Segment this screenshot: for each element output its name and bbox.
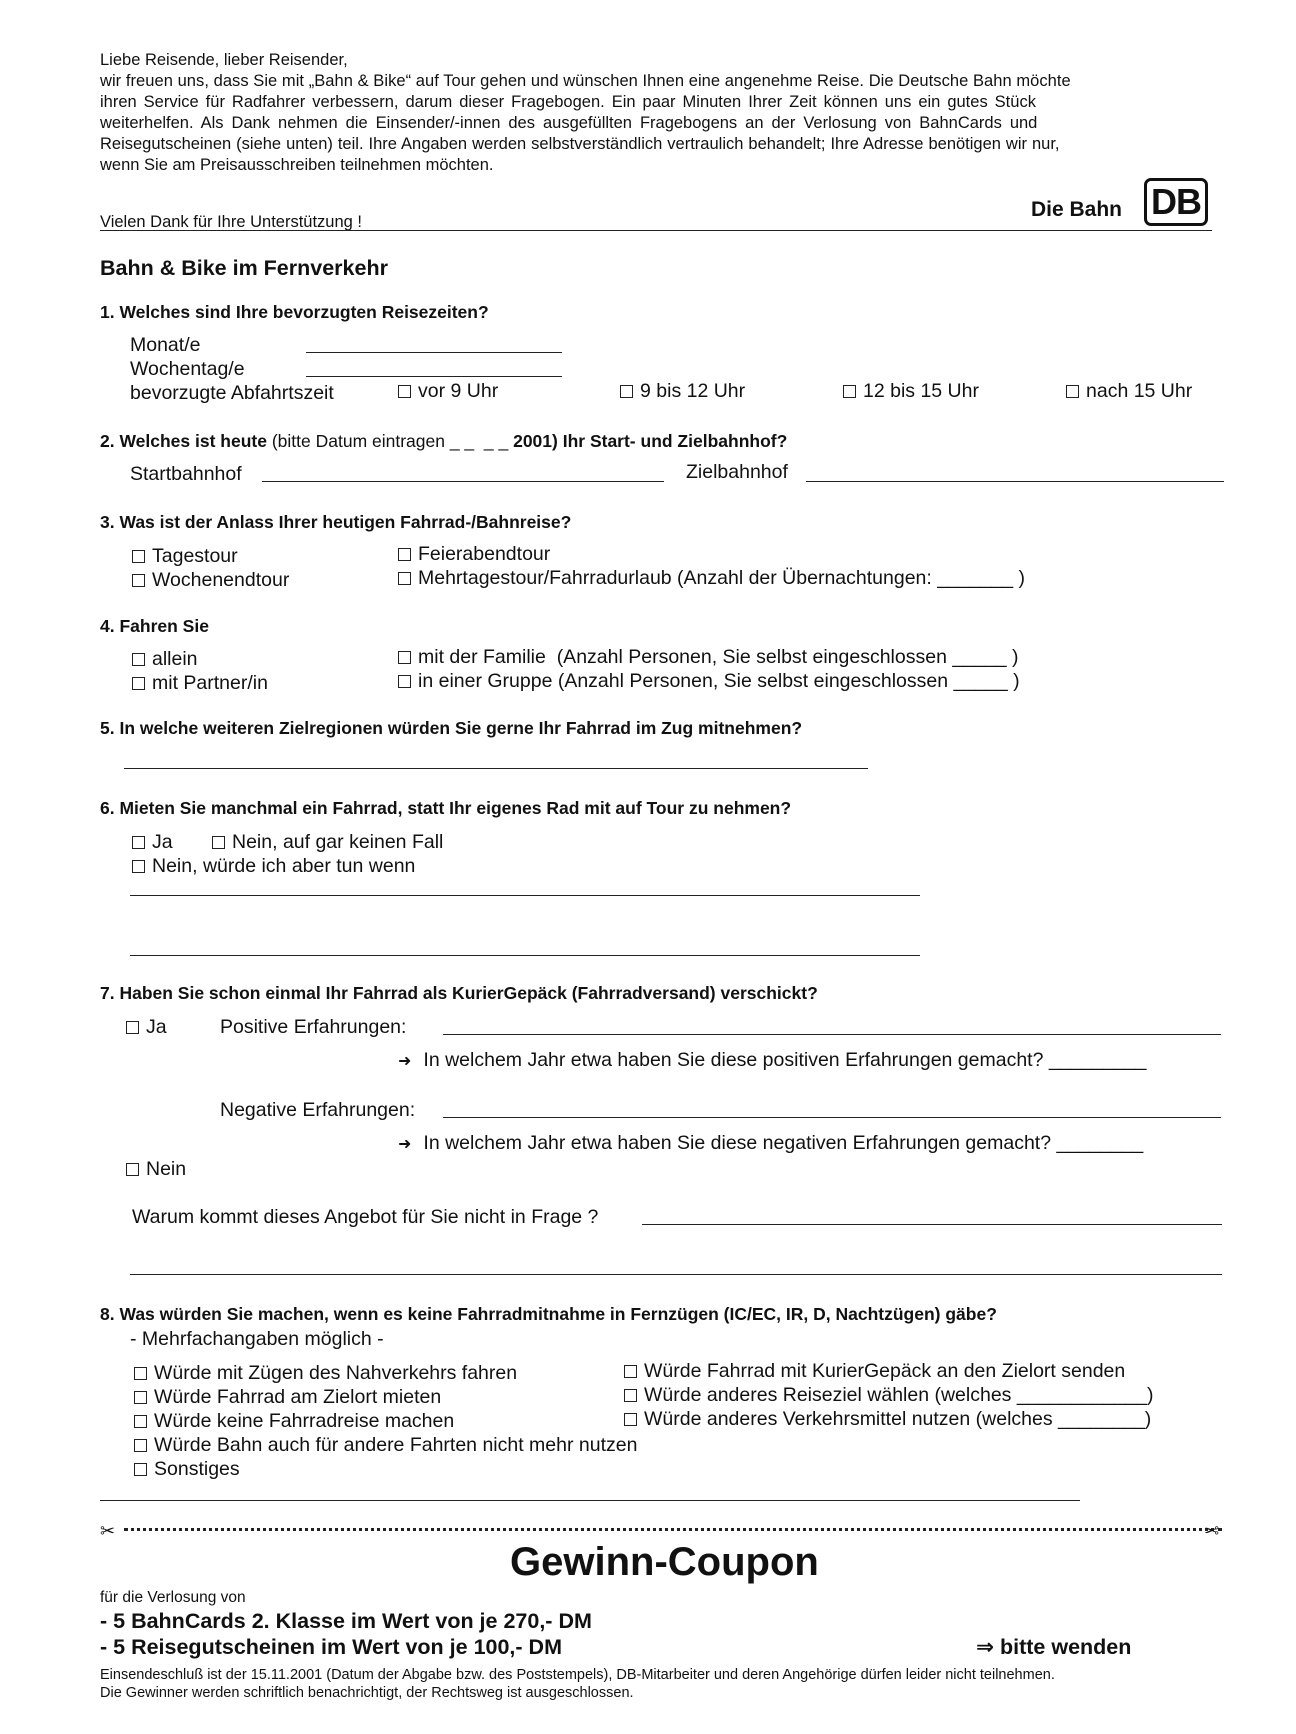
intro-line: wir freuen uns, dass Sie mit „Bahn & Bike“ auf Tour gehen und wünschen Ihnen eine angenehme Reise. Die Deutsche Bahn möchte — [100, 72, 1071, 90]
coupon-for: für die Verlosung von — [100, 1589, 246, 1606]
option-label: Nein, auf gar keinen Fall — [232, 831, 444, 853]
checkbox[interactable] — [624, 1365, 637, 1378]
checkbox[interactable] — [398, 572, 411, 585]
option-label: Ja — [152, 831, 173, 853]
option-after-15[interactable] — [1066, 380, 1192, 403]
question-6: 6. Mieten Sie manchmal ein Fahrrad, statt Ihr eigenes Rad mit auf Tour zu nehmen? — [100, 798, 792, 818]
option-label: Mehrtagestour/Fahrradurlaub (Anzahl der Übernachtungen: _______ ) — [418, 567, 1026, 589]
db-logo: DB — [1144, 178, 1208, 226]
negative-label: Negative Erfahrungen: — [220, 1099, 416, 1121]
coupon-footer-1: Einsendeschluß ist der 15.11.2001 (Datum der Abgabe bzw. des Poststempels), DB-Mitarbeiter und deren Angehörige dürfen leider nicht teilnehmen. — [100, 1667, 1055, 1683]
question-7: 7. Haben Sie schon einmal Ihr Fahrrad als KurierGepäck (Fahrradversand) verschickt? — [100, 983, 818, 1003]
brand-name: Die Bahn — [1031, 198, 1123, 221]
checkbox[interactable] — [134, 1439, 147, 1452]
question-1: 1. Welches sind Ihre bevorzugten Reisezeiten? — [100, 302, 489, 322]
month-label: Monat/e — [130, 334, 201, 356]
positive-year-row — [398, 1049, 1146, 1072]
month-field[interactable] — [306, 352, 562, 353]
negative-year-text: In welchem Jahr etwa haben Sie diese negativen Erfahrungen gemacht? ________ — [423, 1132, 1144, 1154]
question-2-date-hint: (bitte Datum eintragen _ _ _ _ — [266, 431, 514, 451]
option-label: Tagestour — [152, 545, 238, 567]
regions-field[interactable] — [124, 768, 868, 769]
checkbox[interactable] — [624, 1413, 637, 1426]
turn-over-note: ⇒ bitte wenden — [976, 1635, 1132, 1659]
why-not-label: Warum kommt dieses Angebot für Sie nicht in Frage ? — [132, 1206, 599, 1228]
scissors-icon: ✂ — [100, 1521, 116, 1541]
multiple-answers-hint: - Mehrfachangaben möglich - — [130, 1328, 384, 1350]
checkbox[interactable] — [132, 653, 145, 666]
option-label: Würde keine Fahrradreise machen — [154, 1410, 455, 1432]
coupon-footer-2: Die Gewinner werden schriftlich benachrichtigt, der Rechtsweg ist ausgeschlossen. — [100, 1685, 634, 1701]
arrow-right-icon: ➜ — [398, 1053, 412, 1070]
checkbox[interactable] — [134, 1463, 147, 1476]
option-label: Ja — [146, 1016, 167, 1038]
option-day-trip[interactable] — [132, 545, 238, 568]
end-station-field[interactable] — [806, 481, 1224, 482]
checkbox[interactable] — [134, 1391, 147, 1404]
option-label: mit der Familie (Anzahl Personen, Sie selbst eingeschlossen _____ ) — [418, 646, 1019, 668]
prize-2: - 5 Reisegutscheinen im Wert von je 100,- DM — [100, 1635, 562, 1659]
header-rule — [100, 230, 1212, 231]
intro-line: weiterhelfen. Als Dank nehmen die Einsender/-innen des ausgefüllten Fragebogens an der Verlosung von BahnCards und — [100, 114, 1038, 132]
option-partner[interactable] — [132, 672, 268, 695]
prize-1: - 5 BahnCards 2. Klasse im Wert von je 270,- DM — [100, 1609, 592, 1633]
option-label: Wochenendtour — [152, 569, 290, 591]
option-no-bike-trip[interactable] — [134, 1410, 454, 1433]
option-before-9[interactable] — [398, 380, 498, 403]
checkbox[interactable] — [1066, 385, 1079, 398]
option-12-15[interactable] — [843, 380, 979, 403]
checkbox[interactable] — [132, 550, 145, 563]
checkbox[interactable] — [398, 385, 411, 398]
checkbox[interactable] — [126, 1021, 139, 1034]
weekday-label: Wochentag/e — [130, 358, 245, 380]
cut-line — [124, 1528, 1222, 1531]
greeting: Liebe Reisende, lieber Reisender, — [100, 51, 348, 69]
option-label: Würde mit Zügen des Nahverkehrs fahren — [154, 1362, 518, 1384]
checkbox[interactable] — [624, 1389, 637, 1402]
thanks-text: Vielen Dank für Ihre Unterstützung ! — [100, 213, 363, 231]
question-8: 8. Was würden Sie machen, wenn es keine Fahrradmitnahme in Fernzügen (IC/EC, IR, D, Nachtzügen) gäbe? — [100, 1304, 997, 1324]
option-label: 9 bis 12 Uhr — [640, 380, 746, 402]
checkbox[interactable] — [620, 385, 633, 398]
option-label: Nein, würde ich aber tun wenn — [152, 855, 416, 877]
intro-text — [100, 50, 1071, 176]
option-label: Nein — [146, 1158, 187, 1180]
checkbox[interactable] — [134, 1415, 147, 1428]
question-2-bold: 2. Welches ist heute — [100, 431, 267, 451]
option-courier-yes[interactable] — [126, 1016, 167, 1039]
positive-field[interactable] — [443, 1034, 1221, 1035]
rent-condition-field[interactable] — [130, 895, 920, 896]
positive-label: Positive Erfahrungen: — [220, 1016, 407, 1038]
option-rent-yes[interactable] — [132, 831, 173, 854]
checkbox[interactable] — [398, 675, 411, 688]
page-title: Bahn & Bike im Fernverkehr — [100, 256, 388, 280]
option-weekend-trip[interactable] — [132, 569, 289, 592]
other-field[interactable] — [100, 1500, 1080, 1501]
option-rent-at-destination[interactable] — [134, 1386, 441, 1409]
option-rent-if[interactable] — [132, 855, 415, 878]
checkbox[interactable] — [126, 1163, 139, 1176]
option-label: Sonstiges — [154, 1458, 240, 1480]
option-label: mit Partner/in — [152, 672, 268, 694]
positive-year-text: In welchem Jahr etwa haben Sie diese positiven Erfahrungen gemacht? _________ — [423, 1049, 1147, 1071]
option-label: vor 9 Uhr — [418, 380, 499, 402]
checkbox[interactable] — [398, 651, 411, 664]
option-stop-using-rail[interactable] — [134, 1434, 637, 1457]
option-label: Würde Fahrrad mit KurierGepäck an den Zielort senden — [644, 1360, 1126, 1382]
option-other-transport[interactable] — [624, 1408, 1151, 1431]
question-4: 4. Fahren Sie — [100, 616, 209, 636]
intro-line: wenn Sie am Preisausschreiben teilnehmen möchten. — [100, 156, 494, 174]
option-label: in einer Gruppe (Anzahl Personen, Sie selbst eingeschlossen _____ ) — [418, 670, 1020, 692]
question-3: 3. Was ist der Anlass Ihrer heutigen Fahrrad-/Bahnreise? — [100, 512, 572, 532]
checkbox[interactable] — [134, 1367, 147, 1380]
option-courier-no[interactable] — [126, 1158, 186, 1181]
checkbox[interactable] — [212, 836, 225, 849]
checkbox[interactable] — [132, 677, 145, 690]
question-2-bold-end: 2001) Ihr Start- und Zielbahnhof? — [513, 431, 788, 451]
option-local-trains[interactable] — [134, 1362, 517, 1385]
option-courier-send[interactable] — [624, 1360, 1125, 1383]
option-multi-day-trip[interactable] — [398, 567, 1025, 590]
option-other[interactable] — [134, 1458, 240, 1481]
option-rent-never[interactable] — [212, 831, 443, 854]
arrow-right-icon: ➜ — [398, 1136, 412, 1153]
option-group[interactable] — [398, 670, 1020, 693]
option-label: Würde Fahrrad am Zielort mieten — [154, 1386, 442, 1408]
checkbox[interactable] — [132, 860, 145, 873]
end-station-label: Zielbahnhof — [686, 461, 788, 483]
option-label: Würde anderes Verkehrsmittel nutzen (welches ________) — [644, 1408, 1152, 1430]
question-2 — [100, 431, 787, 452]
option-label: nach 15 Uhr — [1086, 380, 1193, 402]
intro-line: Reisegutscheinen (siehe unten) teil. Ihre Angaben werden selbstverständlich vertraulich behandelt; Ihre Adresse benötigen wir nur, — [100, 135, 1060, 153]
option-label: allein — [152, 648, 198, 670]
negative-year-row — [398, 1132, 1143, 1155]
why-not-field-2[interactable] — [130, 1274, 1222, 1275]
scissors-icon: ✂ — [1204, 1521, 1220, 1541]
coupon-title: Gewinn-Coupon — [510, 1540, 819, 1584]
rent-condition-field-2[interactable] — [130, 955, 920, 956]
checkbox[interactable] — [398, 548, 411, 561]
option-label: Würde anderes Reiseziel wählen (welches ____________) — [644, 1384, 1154, 1406]
checkbox[interactable] — [132, 836, 145, 849]
departure-label: bevorzugte Abfahrtszeit — [130, 382, 334, 404]
weekday-field[interactable] — [306, 376, 562, 377]
option-label: 12 bis 15 Uhr — [863, 380, 979, 402]
option-other-destination[interactable] — [624, 1384, 1153, 1407]
option-family[interactable] — [398, 646, 1018, 669]
start-station-label: Startbahnhof — [130, 463, 242, 485]
why-not-field[interactable] — [642, 1224, 1222, 1225]
option-label: Feierabendtour — [418, 543, 551, 565]
option-9-12[interactable] — [620, 380, 745, 403]
intro-line: ihren Service für Radfahrer verbessern, darum dieser Fragebogen. Ein paar Minuten Ihrer Zeit können uns ein gutes Stück — [100, 93, 1036, 111]
option-label: Würde Bahn auch für andere Fahrten nicht mehr nutzen — [154, 1434, 638, 1456]
start-station-field[interactable] — [262, 481, 664, 482]
question-5: 5. In welche weiteren Zielregionen würden Sie gerne Ihr Fahrrad im Zug mitnehmen? — [100, 718, 803, 738]
checkbox[interactable] — [843, 385, 856, 398]
negative-field[interactable] — [443, 1117, 1221, 1118]
option-evening-trip[interactable] — [398, 543, 550, 566]
option-alone[interactable] — [132, 648, 198, 671]
checkbox[interactable] — [132, 574, 145, 587]
